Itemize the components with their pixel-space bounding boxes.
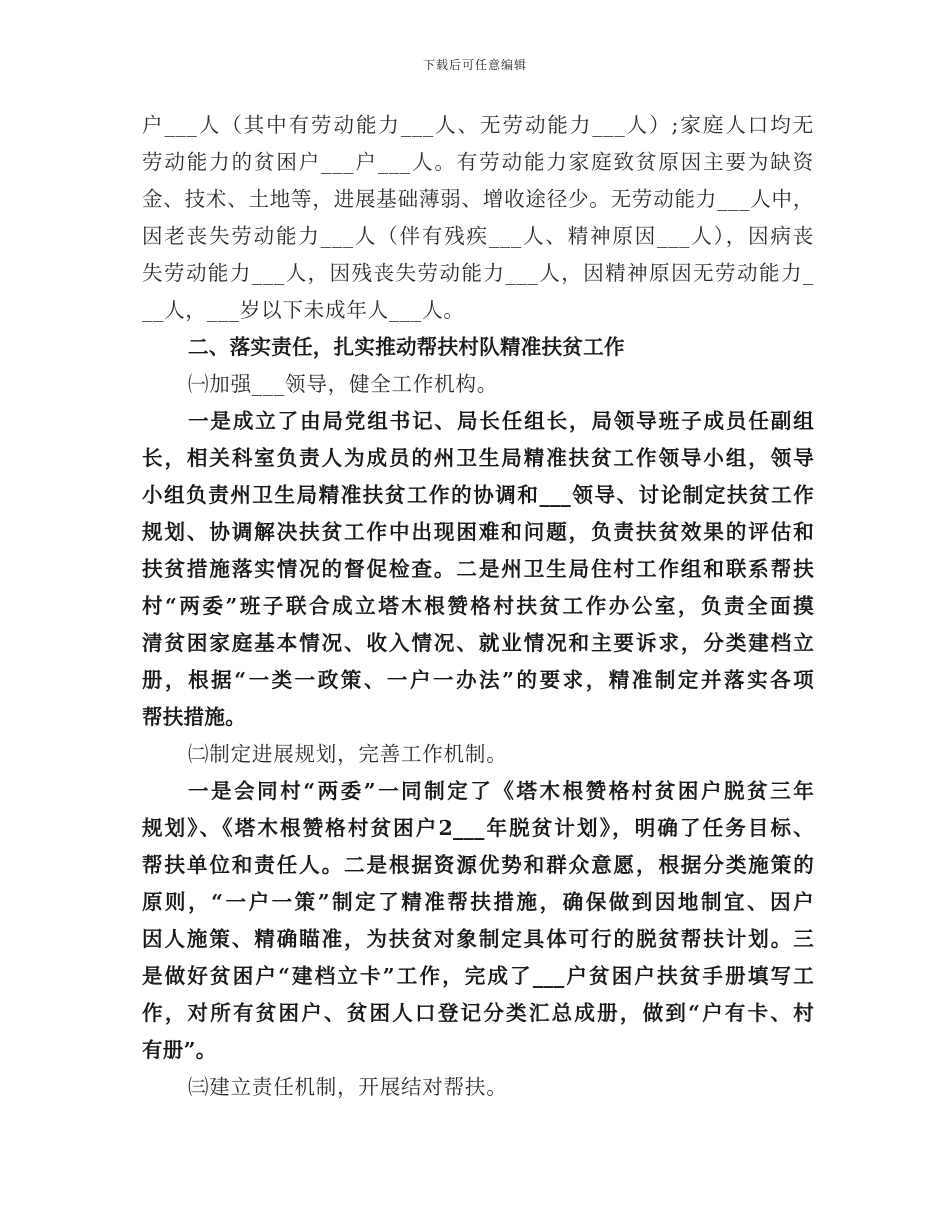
text-line: 长，相关科室负责人为成员的州卫生局精准扶贫工作领导小组，领导 [142,446,814,470]
page-header: 下载后可任意编辑 [422,58,527,72]
text-line: 村“两委”班子联合成立塔木根赞格村扶贫工作办公室，负责全面摸 [142,594,814,618]
text-line: 是做好贫困户“建档立卡”工作，完成了___户贫困户扶贫手册填写工 [142,964,814,988]
text-line: 劳动能力的贫困户___户___人。有劳动能力家庭致贫原因主要为缺资 [142,150,814,174]
text-line: 失劳动能力___人，因残丧失劳动能力___人，因精神原因无劳动能力_ [142,261,814,285]
document-body [142,107,814,1106]
text-line: 小组负责州卫生局精准扶贫工作的协调和___领导、讨论制定扶贫工作 [142,483,814,507]
text-line: 扶贫措施落实情况的督促检查。二是州卫生局住村工作组和联系帮扶 [142,557,814,581]
text-line: 帮扶措施。 [142,705,246,729]
section-heading: 二、落实责任，扎实推动帮扶村队精准扶贫工作 [188,335,625,359]
text-line: 帮扶单位和责任人。二是根据资源优势和群众意愿，根据分类施策的 [142,853,814,877]
text-line: 因老丧失劳动能力___人（伴有残疾___人、精神原因___人），因病丧 [142,224,814,248]
text-line: __人，___岁以下未成年人___人。 [142,298,465,322]
text-line: 金、技术、土地等，进展基础薄弱、增收途径少。无劳动能力___人中， [142,187,815,211]
subsection-heading: ㈢建立责任机制，开展结对帮扶。 [188,1075,508,1099]
text-line: 有册”。 [142,1038,217,1062]
text-line: 一是会同村“两委”一同制定了《塔木根赞格村贫困户脱贫三年 [188,779,814,803]
text-line: 因人施策、精确瞄准，为扶贫对象制定具体可行的脱贫帮扶计划。三 [142,927,814,951]
text-line: 规划、协调解决扶贫工作中出现困难和问题，负责扶贫效果的评估和 [142,520,814,544]
subsection-heading: ㈡制定进展规划，完善工作机制。 [188,742,508,766]
text-line: 作，对所有贫困户、贫困人口登记分类汇总成册，做到“户有卡、村 [142,1001,814,1025]
text-line: 册，根据“一类一政策、一户一办法”的要求，精准制定并落实各项 [142,668,814,692]
text-line: 规划》、《塔木根赞格村贫困户2___年脱贫计划》，明确了任务目标、 [142,816,814,840]
text-line: 一是成立了由局党组书记、局长任组长，局领导班子成员任副组 [188,409,814,433]
text-line: 清贫困家庭基本情况、收入情况、就业情况和主要诉求，分类建档立 [142,631,814,655]
paragraph-population-stats [142,107,814,329]
subsection-heading: ㈠加强___领导，健全工作机构。 [188,372,499,396]
text-line: 户___人（其中有劳动能力___人、无劳动能力___人）;家庭人口均无 [142,113,814,137]
text-line: 原则，“一户一策”制定了精准帮扶措施，确保做到因地制宜、因户 [142,890,814,914]
paragraph-planning [142,773,814,1069]
paragraph-leadership [142,403,814,736]
